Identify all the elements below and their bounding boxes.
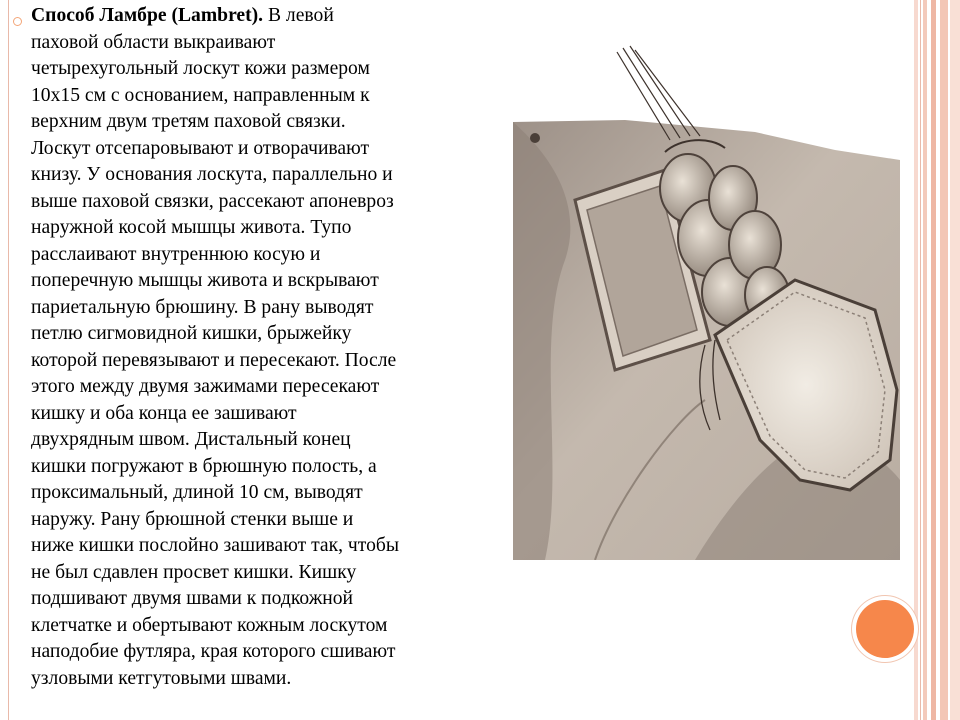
text-line: книзу. У основания лоскута, параллельно и xyxy=(31,164,393,185)
slide-title: Способ Ламбре (Lambret). xyxy=(31,5,264,26)
text-line: Способ Ламбре (Lambret). В левой xyxy=(31,5,334,26)
text-line: расслаивают внутреннюю косую и xyxy=(31,243,321,265)
circle-bullet-icon xyxy=(13,17,22,26)
text-line: проксимальный, длиной 10 см, выводят xyxy=(31,482,363,503)
slide-body-text xyxy=(31,3,515,692)
text-line: паховой области выкраивают xyxy=(31,31,276,53)
text-line: наружной косой мышцы живота. Тупо xyxy=(31,217,352,238)
text-line: кишки погружают в брюшную полость, а xyxy=(31,455,377,477)
text-line: кишку и оба конца ее зашивают xyxy=(31,402,297,424)
text-line: четырехугольный лоскут кожи размером xyxy=(31,58,370,79)
text-line: подшивают двумя швами к подкожной xyxy=(31,588,353,609)
text-line: не был сдавлен просвет кишки. Кишку xyxy=(31,561,357,583)
text-line: 10х15 см с основанием, направленным к xyxy=(31,84,370,106)
text-line: двухрядным швом. Дистальный конец xyxy=(31,429,351,450)
text-line: наподобие футляра, края которого сшивают xyxy=(31,641,396,662)
text-line: наружу. Рану брюшной стенки выше и xyxy=(31,508,354,530)
text-line: узловыми кетгутовыми швами. xyxy=(31,667,292,689)
text-line: поперечную мышцы живота и вскрывают xyxy=(31,270,379,291)
text-line: париетальную брюшину. В рану выводят xyxy=(31,296,374,318)
orange-circle-icon xyxy=(856,600,914,658)
text-line: выше паховой связки, рассекают апоневроз xyxy=(31,190,394,212)
text-line: которой перевязывают и пересекают. После xyxy=(31,349,397,371)
text-line: клетчатке и обертывают кожным лоскутом xyxy=(31,614,388,636)
text-line: верхним двум третям паховой связки. xyxy=(31,111,346,132)
text-line: этого между двумя зажимами пересекают xyxy=(31,376,380,397)
text-line: Лоскут отсепаровывают и отворачивают xyxy=(31,137,370,159)
text-line: ниже кишки послойно зашивают так, чтобы xyxy=(31,535,399,556)
surgical-illustration xyxy=(505,40,905,560)
text-line: петлю сигмовидной кишки, брыжейку xyxy=(31,323,352,344)
